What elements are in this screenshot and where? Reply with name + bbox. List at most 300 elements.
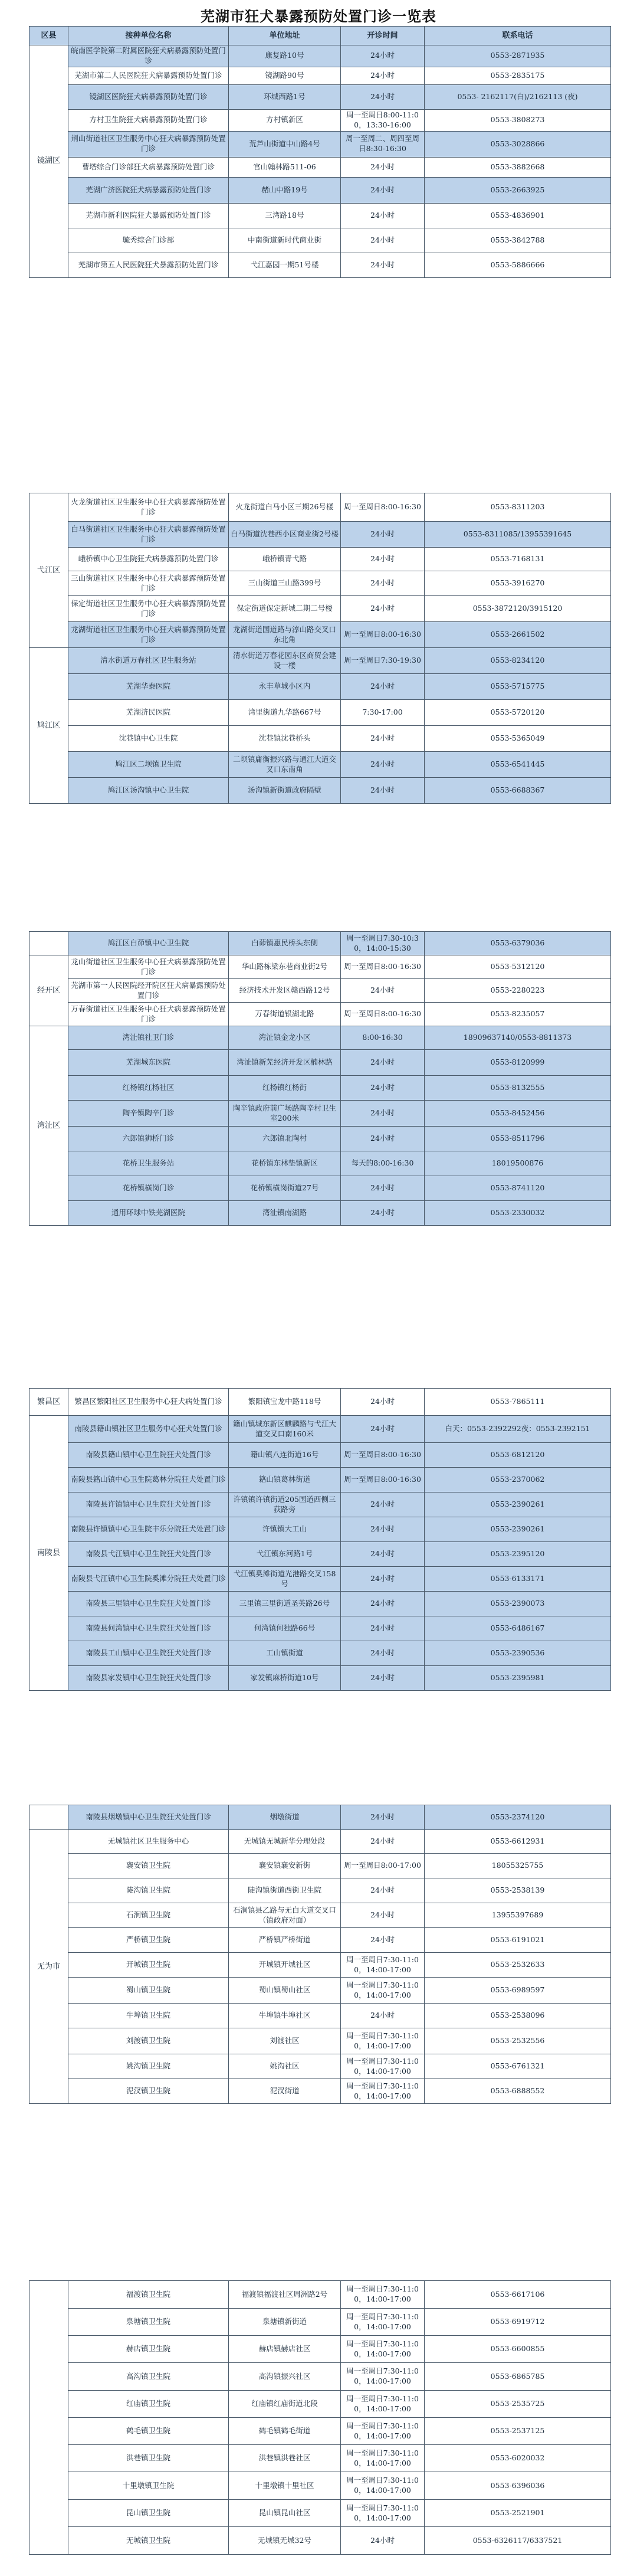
table-row [29, 253, 611, 277]
phone-cell: 0553-6989597 [425, 1978, 611, 2004]
hours-cell: 8:00-16:30 [341, 1026, 425, 1050]
clinic-table-6 [29, 2280, 611, 2555]
hours-cell: 24小时 [341, 674, 425, 700]
phone-cell: 0553-2395981 [425, 1666, 611, 1691]
district-cell: 南陵县 [29, 1416, 68, 1691]
table-row [29, 1978, 611, 2004]
phone-cell: 白天：0553-2392292夜：0553-2392151 [425, 1416, 611, 1443]
hours-cell: 每天的8:00-16:30 [341, 1151, 425, 1176]
clinic-name-cell: 陡沟镇卫生院 [68, 1878, 229, 1903]
table-row [29, 1878, 611, 1903]
address-cell: 家发镇麻桥街道10号 [229, 1666, 341, 1691]
table-row [29, 979, 611, 1003]
address-cell: 陶辛镇政府前广场路陶辛村卫生室200米 [229, 1101, 341, 1127]
table-row [29, 1641, 611, 1666]
hours-cell: 24小时 [341, 1201, 425, 1226]
table-row [29, 203, 611, 228]
table-row [29, 2472, 611, 2500]
clinic-name-cell: 南陵县许镇镇中心卫生院狂犬处置门诊 [68, 1492, 229, 1517]
table-row [29, 1003, 611, 1026]
address-cell: 昆山镇昆山社区 [229, 2500, 341, 2527]
address-cell: 赫店镇赫店社区 [229, 2336, 341, 2363]
clinic-name-cell: 南陵县三里镇中心卫生院狂犬处置门诊 [68, 1592, 229, 1616]
hours-cell: 周一至周日8:00-16:30 [341, 1003, 425, 1026]
phone-cell: 0553-8234120 [425, 648, 611, 674]
column-header: 接种单位名称 [68, 27, 229, 45]
table-row [29, 2004, 611, 2028]
address-cell: 籍山镇八连街道16号 [229, 1443, 341, 1468]
clinic-name-cell: 陶辛镇陶辛门诊 [68, 1101, 229, 1127]
address-cell: 龙湖街道国道路与淳山路交叉口东北角 [229, 622, 341, 648]
address-cell: 泥汊街道 [229, 2079, 341, 2104]
hours-cell: 24小时 [341, 778, 425, 804]
address-cell: 籍山镇城东新区麒麟路与弋江大道交叉口南160米 [229, 1416, 341, 1443]
table-row [29, 157, 611, 177]
table-row [29, 955, 611, 979]
table-row [29, 1076, 611, 1101]
hours-cell: 周一至周日7:30-11:00，14:00-17:00 [341, 2281, 425, 2309]
table-row [29, 1201, 611, 1226]
clinic-name-cell: 曹塔综合门诊部狂犬病暴露预防处置门诊 [68, 157, 229, 177]
hours-cell: 24小时 [341, 1076, 425, 1101]
table-row [29, 778, 611, 804]
clinic-name-cell: 万春街道社区卫生服务中心狂犬病暴露预防处置门诊 [68, 1003, 229, 1026]
clinic-name-cell: 南陵县许镇镇中心卫生院丰乐分院狂犬处置门诊 [68, 1517, 229, 1542]
clinic-name-cell: 严桥镇卫生院 [68, 1928, 229, 1953]
hours-cell: 24小时 [341, 1878, 425, 1903]
table-row [29, 2418, 611, 2445]
table-row [29, 548, 611, 571]
table-row [29, 1468, 611, 1492]
address-cell: 许镇镇大工山 [229, 1517, 341, 1542]
phone-cell: 0553-6812120 [425, 1443, 611, 1468]
district-cell: 无为市 [29, 1830, 68, 2104]
clinic-name-cell: 花桥卫生服务站 [68, 1151, 229, 1176]
phone-cell: 0553-3808273 [425, 109, 611, 131]
clinic-name-cell: 鸠江区汤沟镇中心卫生院 [68, 778, 229, 804]
table-row [29, 109, 611, 131]
table-row [29, 67, 611, 84]
address-cell: 三湾路18号 [229, 203, 341, 228]
phone-cell: 0553-8741120 [425, 1176, 611, 1201]
hours-cell: 24小时 [341, 2527, 425, 2555]
clinic-name-cell: 开城镇卫生院 [68, 1953, 229, 1978]
table-row [29, 1127, 611, 1151]
phone-cell: 0553- 2162117(白)/2162113 (夜) [425, 84, 611, 109]
address-cell: 白马街道沈巷西小区商业街2号楼 [229, 522, 341, 548]
phone-cell: 0553-6919712 [425, 2309, 611, 2336]
phone-cell: 0553-6888552 [425, 2079, 611, 2104]
hours-cell: 周一至周日7:30-11:00，14:00-17:00 [341, 2472, 425, 2500]
table-row [29, 1416, 611, 1443]
address-cell: 高沟镇振兴社区 [229, 2363, 341, 2391]
address-cell: 花桥镇东林垫镇新区 [229, 1151, 341, 1176]
phone-cell: 0553-2280223 [425, 979, 611, 1003]
phone-cell: 0553-2537125 [425, 2418, 611, 2445]
clinic-table-4 [29, 1388, 611, 1691]
clinic-name-cell: 南陵县烟墩镇中心卫生院狂犬处置门诊 [68, 1805, 229, 1830]
address-cell: 鹤毛镇鹤毛街道 [229, 2418, 341, 2445]
district-cell: 湾沚区 [29, 1026, 68, 1226]
table-row [29, 1151, 611, 1176]
hours-cell: 周一至周日7:30-11:00，14:00-17:00 [341, 2079, 425, 2104]
hours-cell: 周一至周日7:30-11:00，14:00-17:00 [341, 2391, 425, 2418]
clinic-name-cell: 繁昌区繁阳社区卫生服务中心狂犬病处置门诊 [68, 1389, 229, 1416]
clinic-name-cell: 南陵县工山镇中心卫生院狂犬处置门诊 [68, 1641, 229, 1666]
column-header: 开诊时间 [341, 27, 425, 45]
clinic-name-cell: 芜湖市新利医院狂犬暴露预防处置门诊 [68, 203, 229, 228]
clinic-table-2 [29, 493, 611, 804]
address-cell: 福渡镇福渡社区周洲路2号 [229, 2281, 341, 2309]
clinic-name-cell: 南陵县籍山镇中心卫生院狂犬处置门诊 [68, 1443, 229, 1468]
address-cell: 中南街道新时代商业街 [229, 228, 341, 253]
hours-cell: 周一至周日8:00-16:30 [341, 493, 425, 522]
address-cell: 三山街道三山路399号 [229, 571, 341, 596]
table-row [29, 522, 611, 548]
address-cell: 弋江镇东河路1号 [229, 1542, 341, 1567]
hours-cell: 24小时 [341, 1050, 425, 1076]
hours-cell: 24小时 [341, 253, 425, 277]
address-cell: 泉塘镇新街道 [229, 2309, 341, 2336]
address-cell: 白茆镇惠民桥头东侧 [229, 932, 341, 955]
hours-cell: 24小时 [341, 1928, 425, 1953]
phone-cell: 0553-6541445 [425, 752, 611, 778]
phone-cell: 0553-8452456 [425, 1101, 611, 1127]
clinic-name-cell: 蜀山镇卫生院 [68, 1978, 229, 2004]
clinic-name-cell: 南陵县弋江镇中心卫生院奚滩分院狂犬处置门诊 [68, 1567, 229, 1592]
district-cell [29, 2281, 68, 2555]
clinic-name-cell: 芜湖市第一人民医院经开院区狂犬病暴露预防处置门诊 [68, 979, 229, 1003]
table-row [29, 2309, 611, 2336]
clinic-table-3 [29, 931, 611, 1226]
hours-cell: 24小时 [341, 1616, 425, 1641]
phone-cell: 0553-8235057 [425, 1003, 611, 1026]
clinic-name-cell: 南陵县家发镇中心卫生院狂犬处置门诊 [68, 1666, 229, 1691]
address-cell: 方村镇新区 [229, 109, 341, 131]
hours-cell: 24小时 [341, 979, 425, 1003]
column-header: 单位地址 [229, 27, 341, 45]
clinic-name-cell: 火龙街道社区卫生服务中心狂犬病暴露预防处置门诊 [68, 493, 229, 522]
phone-cell: 0553-2370062 [425, 1468, 611, 1492]
address-cell: 严桥镇严桥街道 [229, 1928, 341, 1953]
hours-cell: 周一至周日7:30-11:00，14:00-17:00 [341, 1953, 425, 1978]
phone-cell: 0553-2538139 [425, 1878, 611, 1903]
district-cell: 经开区 [29, 955, 68, 1026]
table-row [29, 2281, 611, 2309]
clinic-name-cell: 姚沟镇卫生院 [68, 2054, 229, 2079]
table-row [29, 2079, 611, 2104]
phone-cell: 0553-8311203 [425, 493, 611, 522]
hours-cell: 24小时 [341, 157, 425, 177]
clinic-name-cell: 峨桥镇中心卫生院狂犬病暴露预防处置门诊 [68, 548, 229, 571]
hours-cell: 24小时 [341, 1389, 425, 1416]
hours-cell: 24小时 [341, 596, 425, 622]
phone-cell: 0553-6396036 [425, 2472, 611, 2500]
phone-cell: 0553-2390536 [425, 1641, 611, 1666]
phone-cell: 0553-2871935 [425, 45, 611, 67]
address-cell: 无城镇无城新华分理处段 [229, 1830, 341, 1854]
address-cell: 经济技术开发区赣西路12号 [229, 979, 341, 1003]
address-cell: 三里镇三里街道圣英路26号 [229, 1592, 341, 1616]
hours-cell: 周一至周日7:30-11:00，14:00-17:00 [341, 2336, 425, 2363]
phone-cell: 0553-6688367 [425, 778, 611, 804]
phone-cell: 0553-2390261 [425, 1492, 611, 1517]
phone-cell: 0553-8511796 [425, 1127, 611, 1151]
phone-cell: 0553-2390073 [425, 1592, 611, 1616]
address-cell: 保定街道保定新城二期二号楼 [229, 596, 341, 622]
district-cell: 繁昌区 [29, 1389, 68, 1416]
clinic-table-1 [29, 26, 611, 278]
phone-cell: 0553-7865111 [425, 1389, 611, 1416]
page-title: 芜湖市狂犬暴露预防处置门诊一览表 [201, 8, 436, 25]
hours-cell: 周一至周日8:00-16:30 [341, 1443, 425, 1468]
table-row [29, 131, 611, 157]
clinic-name-cell: 无城镇卫生院 [68, 2527, 229, 2555]
district-cell: 鸠江区 [29, 648, 68, 804]
address-cell: 弋江镇奚滩街道光港路交叉158号 [229, 1567, 341, 1592]
hours-cell: 周一至周日8:00-16:30 [341, 955, 425, 979]
hours-cell: 24小时 [341, 1830, 425, 1854]
hours-cell: 24小时 [341, 1903, 425, 1928]
table-row [29, 571, 611, 596]
hours-cell: 24小时 [341, 1101, 425, 1127]
address-cell: 火龙街道白马小区三期26号楼 [229, 493, 341, 522]
phone-cell: 0553-5365049 [425, 726, 611, 752]
address-cell: 环城西路1号 [229, 84, 341, 109]
clinic-name-cell: 花桥镇横岗门诊 [68, 1176, 229, 1201]
table-row [29, 2028, 611, 2054]
phone-cell: 13955397689 [425, 1903, 611, 1928]
address-cell: 赭山中路19号 [229, 177, 341, 203]
hours-cell: 24小时 [341, 1416, 425, 1443]
phone-cell: 0553-6600855 [425, 2336, 611, 2363]
phone-cell: 0553-6020032 [425, 2445, 611, 2472]
clinic-name-cell: 南陵县何湾镇中心卫生院狂犬处置门诊 [68, 1616, 229, 1641]
clinic-name-cell: 襄安镇卫生院 [68, 1854, 229, 1878]
clinic-name-cell: 南陵县籍山镇中心卫生院葛林分院狂犬处置门诊 [68, 1468, 229, 1492]
hours-cell: 24小时 [341, 177, 425, 203]
table-row [29, 726, 611, 752]
table-row [29, 84, 611, 109]
table-row [29, 700, 611, 726]
hours-cell: 24小时 [341, 1592, 425, 1616]
table-row [29, 674, 611, 700]
clinic-name-cell: 芜湖市第五人民医院狂犬暴露预防处置门诊 [68, 253, 229, 277]
table-row [29, 1830, 611, 1854]
clinic-name-cell: 毓秀综合门诊部 [68, 228, 229, 253]
hours-cell: 周一至周日8:00-16:30 [341, 1468, 425, 1492]
table-row [29, 1928, 611, 1953]
hours-cell: 24小时 [341, 1805, 425, 1830]
table-row [29, 2391, 611, 2418]
phone-cell: 0553-5886666 [425, 253, 611, 277]
table-row [29, 2445, 611, 2472]
address-cell: 石涧镇县乙路与无白大道交叉口（镇政府对面） [229, 1903, 341, 1928]
address-cell: 弋江嘉园一期51号楼 [229, 253, 341, 277]
address-cell: 峨桥镇青弋路 [229, 548, 341, 571]
clinic-name-cell: 鸠江区白茆镇中心卫生院 [68, 932, 229, 955]
address-cell: 万春街道银湖北路 [229, 1003, 341, 1026]
clinic-name-cell: 芜湖济民医院 [68, 700, 229, 726]
clinic-name-cell: 龙山街道社区卫生服务中心狂犬病暴露预防处置门诊 [68, 955, 229, 979]
phone-cell: 0553-3882668 [425, 157, 611, 177]
hours-cell: 周一至周日7:30-11:00，14:00-17:00 [341, 2028, 425, 2054]
phone-cell: 0553-2330032 [425, 1201, 611, 1226]
hours-cell: 24小时 [341, 1666, 425, 1691]
phone-cell: 0553-2538096 [425, 2004, 611, 2028]
table-row [29, 622, 611, 648]
hours-cell: 24小时 [341, 1127, 425, 1151]
address-cell: 陡沟镇街道西街卫生院 [229, 1878, 341, 1903]
phone-cell: 0553-5312120 [425, 955, 611, 979]
phone-cell: 0553-3916270 [425, 571, 611, 596]
table-row [29, 2527, 611, 2555]
clinic-name-cell: 红庙镇卫生院 [68, 2391, 229, 2418]
table-row [29, 493, 611, 522]
address-cell: 沈巷镇沈巷桥头 [229, 726, 341, 752]
address-cell: 康复路10号 [229, 45, 341, 67]
hours-cell: 周一至周日7:30-11:00，14:00-17:00 [341, 2418, 425, 2445]
table-row [29, 1517, 611, 1542]
hours-cell: 周一至周日8:00-16:30 [341, 622, 425, 648]
clinic-name-cell: 鸠江区二坝镇卫生院 [68, 752, 229, 778]
hours-cell: 周一至周日7:30-11:00，14:00-17:00 [341, 2500, 425, 2527]
address-cell: 红庙镇红庙街道北段 [229, 2391, 341, 2418]
phone-cell: 18055325755 [425, 1854, 611, 1878]
hours-cell: 24小时 [341, 726, 425, 752]
clinic-name-cell: 石涧镇卫生院 [68, 1903, 229, 1928]
table-row [29, 45, 611, 67]
clinic-name-cell: 福渡镇卫生院 [68, 2281, 229, 2309]
address-cell: 湾沚镇新芜经济开发区楠林路 [229, 1050, 341, 1076]
table-row [29, 1542, 611, 1567]
address-cell: 花桥镇横岗街道27号 [229, 1176, 341, 1201]
clinic-name-cell: 南陵县弋江镇中心卫生院狂犬处置门诊 [68, 1542, 229, 1567]
address-cell: 开城镇开城社区 [229, 1953, 341, 1978]
address-cell: 官山翰林路511-06 [229, 157, 341, 177]
address-cell: 工山镇街道 [229, 1641, 341, 1666]
phone-cell: 0553-2521901 [425, 2500, 611, 2527]
clinic-name-cell: 泉塘镇卫生院 [68, 2309, 229, 2336]
clinic-name-cell: 鹤毛镇卫生院 [68, 2418, 229, 2445]
table-row [29, 1805, 611, 1830]
table-row [29, 1389, 611, 1416]
table-row [29, 2336, 611, 2363]
table-row [29, 1101, 611, 1127]
address-cell: 无城镇无城32号 [229, 2527, 341, 2555]
hours-cell: 周一至周日7:30-10:30，14:00-15:30 [341, 932, 425, 955]
phone-cell: 0553-6486167 [425, 1616, 611, 1641]
address-cell: 襄安镇襄安新街 [229, 1854, 341, 1878]
table-row [29, 596, 611, 622]
phone-cell: 0553-2532633 [425, 1953, 611, 1978]
phone-cell: 0553-2390261 [425, 1517, 611, 1542]
clinic-name-cell: 泥汊镇卫生院 [68, 2079, 229, 2104]
clinic-name-cell: 沈巷镇中心卫生院 [68, 726, 229, 752]
clinic-name-cell: 南陵县籍山镇社区卫生服务中心狂犬处置门诊 [68, 1416, 229, 1443]
table-row [29, 1953, 611, 1978]
address-cell: 洪巷镇洪巷社区 [229, 2445, 341, 2472]
hours-cell: 24小时 [341, 2004, 425, 2028]
address-cell: 湾沚镇南湖路 [229, 1201, 341, 1226]
phone-cell: 0553-2663925 [425, 177, 611, 203]
table-row [29, 932, 611, 955]
table-row [29, 2500, 611, 2527]
clinic-name-cell: 昆山镇卫生院 [68, 2500, 229, 2527]
table-row [29, 2363, 611, 2391]
table-row [29, 1666, 611, 1691]
phone-cell: 0553-5720120 [425, 700, 611, 726]
address-cell: 永丰草城小区内 [229, 674, 341, 700]
hours-cell: 24小时 [341, 1542, 425, 1567]
table-header-row [29, 27, 611, 45]
phone-cell: 0553-2395120 [425, 1542, 611, 1567]
hours-cell: 24小时 [341, 228, 425, 253]
clinic-name-cell: 芜湖广济医院狂犬病暴露预防处置门诊 [68, 177, 229, 203]
clinic-name-cell: 牛埠镇卫生院 [68, 2004, 229, 2028]
table-row [29, 1903, 611, 1928]
clinic-name-cell: 芜湖城东医院 [68, 1050, 229, 1076]
clinic-name-cell: 清水街道万春社区卫生服务站 [68, 648, 229, 674]
address-cell: 荒芦山街道中山路4号 [229, 131, 341, 157]
hours-cell: 24小时 [341, 548, 425, 571]
hours-cell: 24小时 [341, 571, 425, 596]
clinic-name-cell: 龙湖街道社区卫生服务中心狂犬病暴露预防处置门诊 [68, 622, 229, 648]
phone-cell: 0553-3842788 [425, 228, 611, 253]
clinic-name-cell: 保定街道社区卫生服务中心狂犬病暴露预防处置门诊 [68, 596, 229, 622]
phone-cell: 0553-6326117/6337521 [425, 2527, 611, 2555]
phone-cell: 0553-6761321 [425, 2054, 611, 2079]
phone-cell: 0553-6617106 [425, 2281, 611, 2309]
phone-cell: 0553-3028866 [425, 131, 611, 157]
address-cell: 十里墩镇十里社区 [229, 2472, 341, 2500]
hours-cell: 周一至周日7:30-11:00，14:00-17:00 [341, 2445, 425, 2472]
clinic-name-cell: 湾沚镇社卫门诊 [68, 1026, 229, 1050]
address-cell: 何湾镇何独路66号 [229, 1616, 341, 1641]
hours-cell: 24小时 [341, 752, 425, 778]
hours-cell: 周一至周日8:00-17:00 [341, 1854, 425, 1878]
address-cell: 许镇镇许镇街道205国道西侧三荻路旁 [229, 1492, 341, 1517]
clinic-name-cell: 荆山街道社区卫生服务中心狂犬病暴露预防处置门诊 [68, 131, 229, 157]
hours-cell: 周一至周日7:30-11:00，14:00-17:00 [341, 2309, 425, 2336]
address-cell: 繁阳镇宝龙中路118号 [229, 1389, 341, 1416]
hours-cell: 24小时 [341, 522, 425, 548]
table-row [29, 1176, 611, 1201]
clinic-name-cell: 红杨镇红杨社区 [68, 1076, 229, 1101]
phone-cell: 0553-2374120 [425, 1805, 611, 1830]
phone-cell: 0553-2535725 [425, 2391, 611, 2418]
table-row [29, 1567, 611, 1592]
phone-cell: 0553-7168131 [425, 548, 611, 571]
address-cell: 汤沟镇新街道政府隔壁 [229, 778, 341, 804]
clinic-name-cell: 无城镇社区卫生服务中心 [68, 1830, 229, 1854]
phone-cell: 0553-3872120/3915120 [425, 596, 611, 622]
hours-cell: 7:30-17:00 [341, 700, 425, 726]
address-cell: 蜀山镇蜀山社区 [229, 1978, 341, 2004]
clinic-name-cell: 刘渡镇卫生院 [68, 2028, 229, 2054]
hours-cell: 周一至周二、周四至周日8:30-16:30 [341, 131, 425, 157]
phone-cell: 0553-2835175 [425, 67, 611, 84]
phone-cell: 0553-2532556 [425, 2028, 611, 2054]
table-row [29, 1854, 611, 1878]
phone-cell: 0553-6379036 [425, 932, 611, 955]
address-cell: 刘渡社区 [229, 2028, 341, 2054]
hours-cell: 24小时 [341, 1641, 425, 1666]
phone-cell: 0553-6133171 [425, 1567, 611, 1592]
hours-cell: 24小时 [341, 67, 425, 84]
table-row [29, 1492, 611, 1517]
clinic-name-cell: 十里墩镇卫生院 [68, 2472, 229, 2500]
